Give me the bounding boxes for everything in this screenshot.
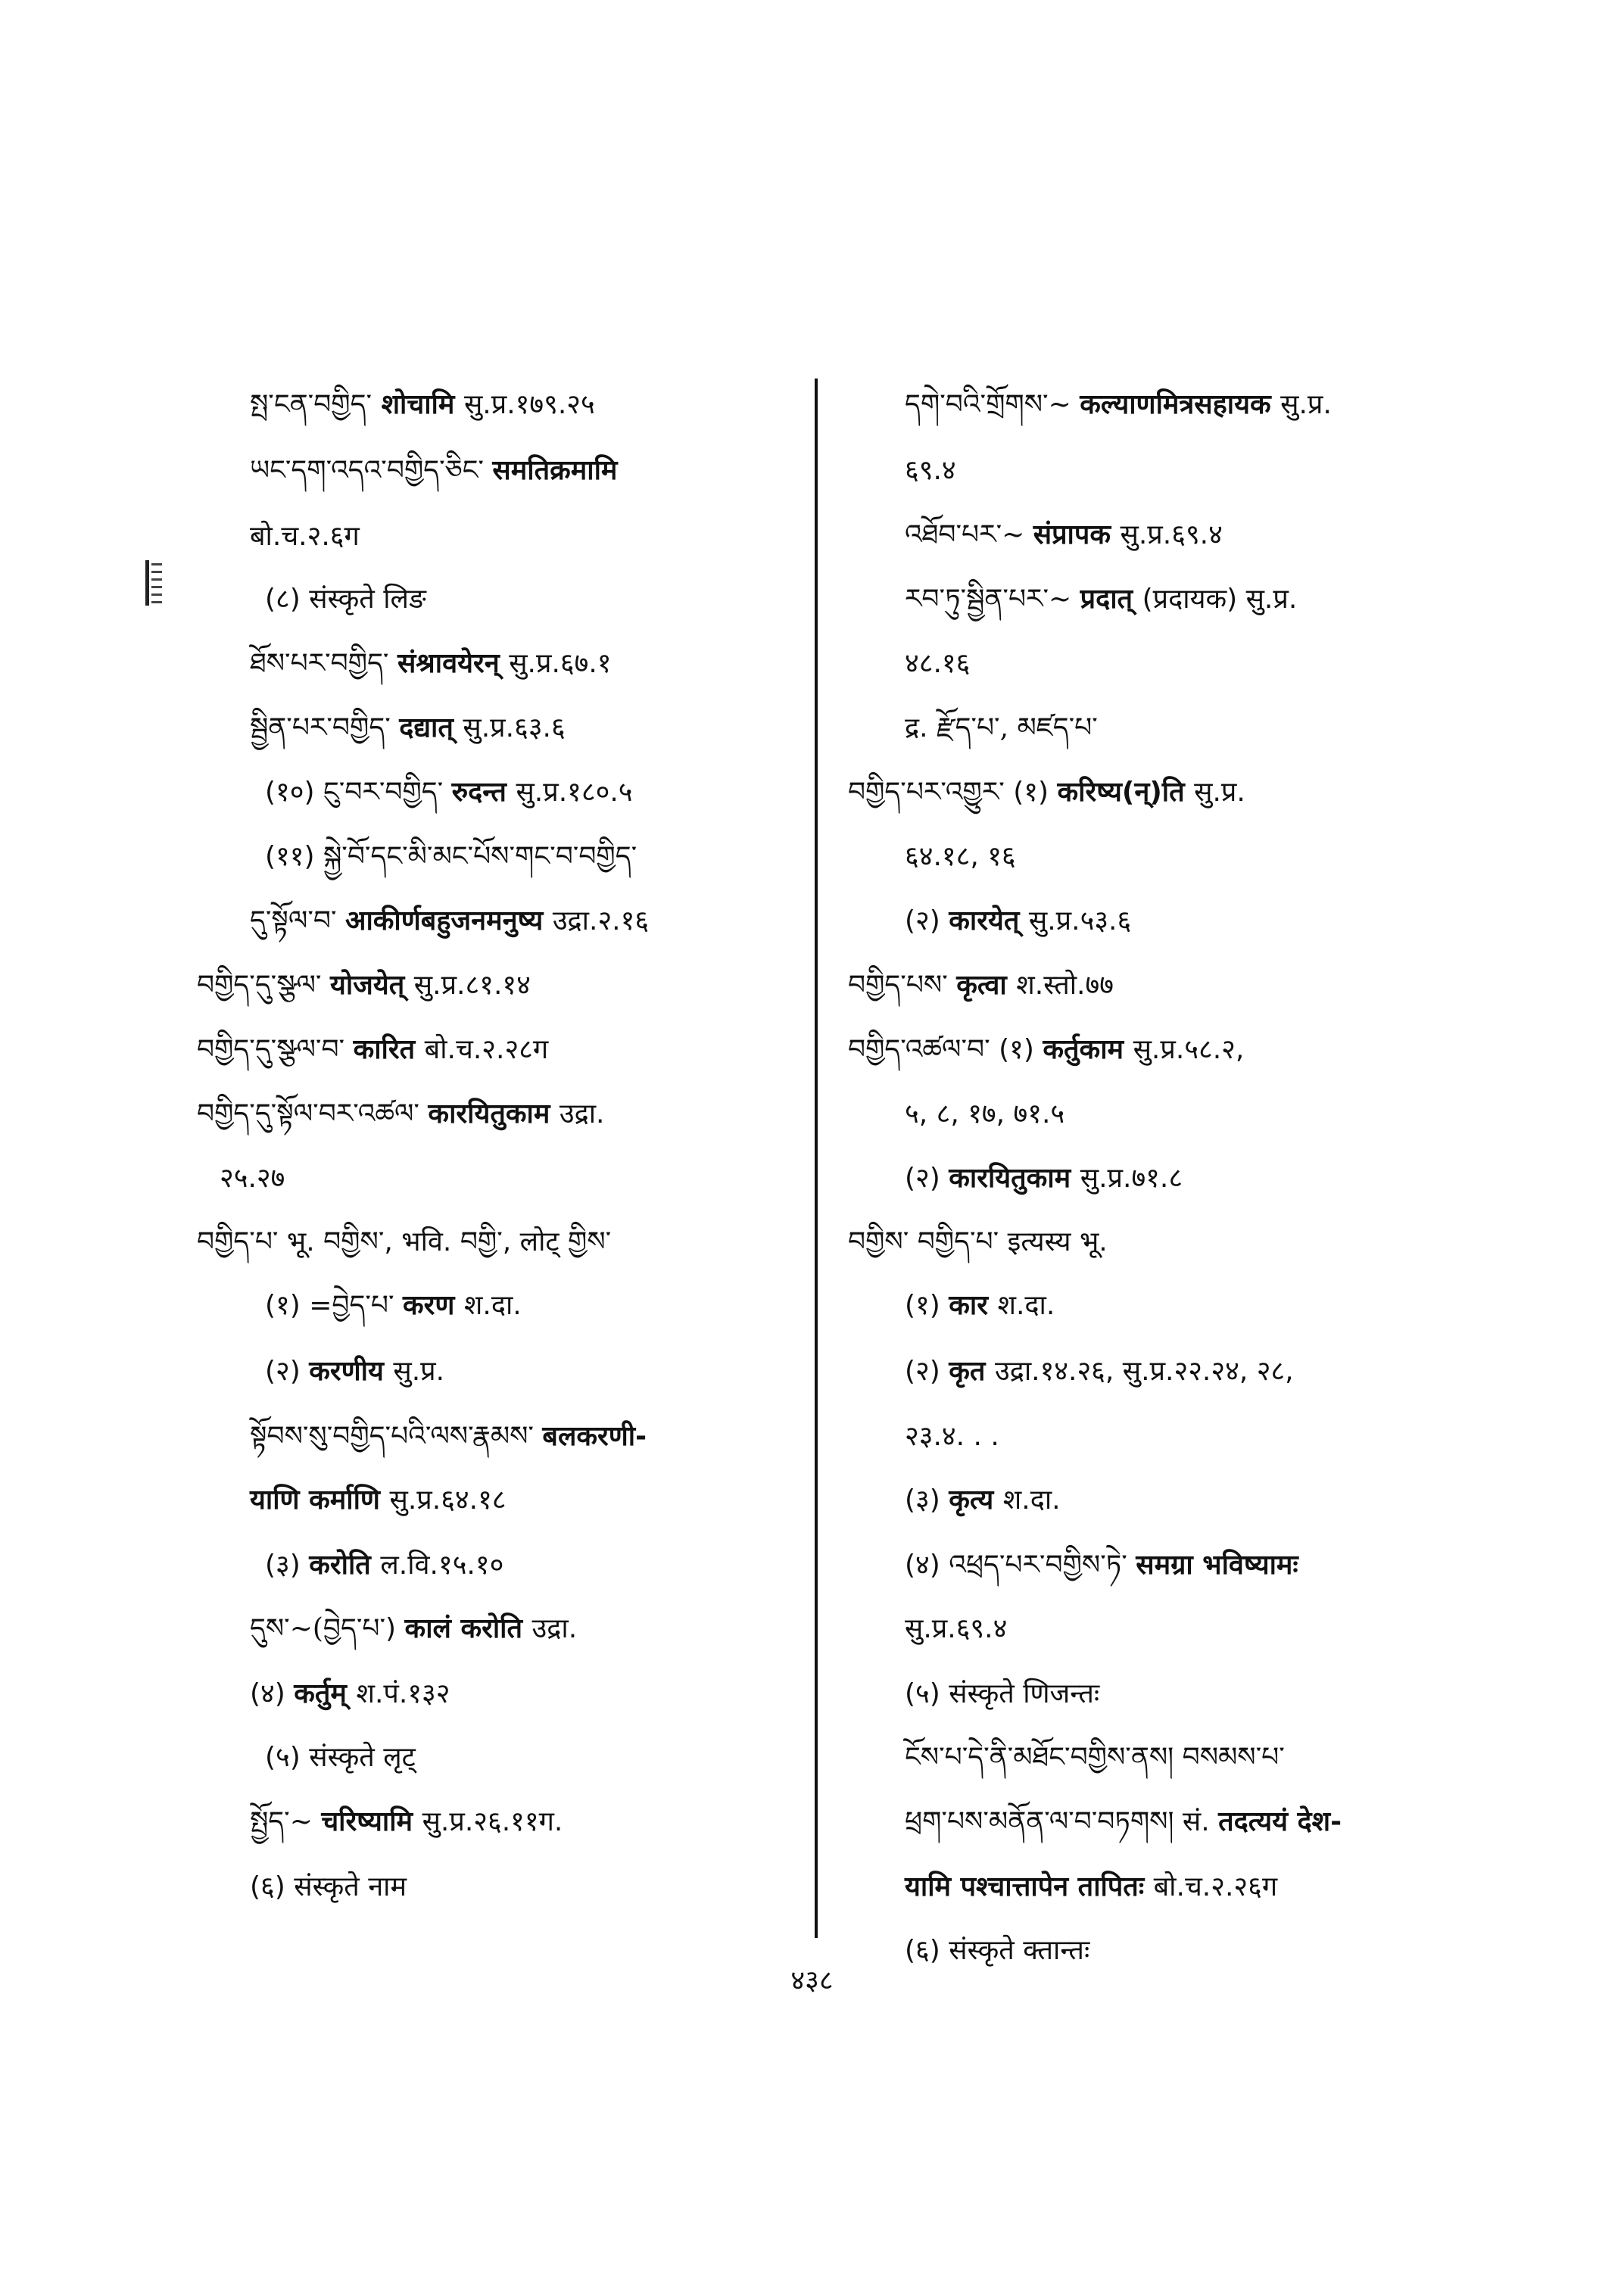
reference-text: (१) bbox=[1013, 777, 1058, 808]
sanskrit-headword: कृत्य bbox=[949, 1485, 1003, 1516]
right-entry-line bbox=[905, 1353, 1294, 1391]
right-entry-line bbox=[905, 1481, 1061, 1519]
reference-text: (१) = bbox=[265, 1290, 332, 1321]
tibetan-text: བགྱིས་ bbox=[848, 1226, 918, 1257]
tibetan-text: དུ་སྟོལ་བ་ bbox=[250, 905, 345, 936]
sanskrit-headword: योजयेत् bbox=[329, 970, 414, 1001]
reference-text: , भवि. bbox=[384, 1226, 460, 1257]
tibetan-text: སྤྱོད་~ bbox=[250, 1806, 322, 1837]
reference-text: श.पं.१३२ bbox=[356, 1678, 450, 1709]
reference-text: सु.प्र.५८.२, bbox=[1133, 1034, 1245, 1065]
right-entry-line bbox=[905, 1287, 1055, 1325]
reference-text: (४) bbox=[905, 1550, 949, 1581]
left-entry-line bbox=[265, 774, 632, 812]
reference-text: सु.प्र.१८०.५ bbox=[516, 777, 633, 808]
reference-text: (१) bbox=[999, 1034, 1043, 1065]
left-entry-line bbox=[197, 1031, 548, 1069]
page-number: ४३८ bbox=[790, 1965, 834, 1996]
reference-text: २३.४. . . bbox=[905, 1421, 999, 1452]
sanskrit-headword: बलकरणी- bbox=[542, 1421, 647, 1452]
reference-text: (२) bbox=[905, 1356, 949, 1387]
reference-text: उद्रा. bbox=[559, 1098, 605, 1129]
left-entry-line bbox=[265, 1353, 444, 1391]
reference-text: (५) संस्कृते लृट् bbox=[265, 1742, 416, 1773]
tibetan-text: བགྱིས་ bbox=[323, 1226, 385, 1257]
right-entry-line bbox=[905, 581, 1297, 618]
left-entry-line bbox=[250, 1481, 507, 1519]
right-entry-line bbox=[905, 1547, 1298, 1584]
sanskrit-headword: करिष्य(न्)ति bbox=[1057, 777, 1195, 808]
reference-text: सु.प्र. bbox=[1194, 777, 1245, 808]
reference-text: श.दा. bbox=[1002, 1485, 1061, 1516]
sanskrit-headword: कर्तुकाम bbox=[1043, 1034, 1133, 1065]
reference-text: (६) संस्कृते नाम bbox=[250, 1871, 407, 1902]
sanskrit-headword: संश्रावयेरन् bbox=[397, 648, 510, 679]
sanskrit-headword: कालं करोति bbox=[404, 1613, 532, 1644]
left-entry-line bbox=[250, 518, 360, 556]
reference-text: (२) bbox=[905, 1163, 949, 1194]
reference-text: (१०) bbox=[265, 777, 323, 808]
left-entry-line bbox=[265, 838, 637, 876]
right-entry-line bbox=[905, 1160, 1183, 1198]
tibetan-text: བགྱིད་དུ་སྟོལ་བར་འཚལ་ bbox=[197, 1098, 429, 1129]
reference-text: , लोट् bbox=[502, 1226, 569, 1257]
sanskrit-headword: करण bbox=[402, 1290, 464, 1321]
left-entry-line bbox=[250, 709, 566, 747]
sanskrit-headword: करोति bbox=[309, 1550, 381, 1581]
sanskrit-headword: समतिक्रमामि bbox=[492, 455, 618, 486]
left-entry-line bbox=[197, 967, 531, 1005]
tibetan-text: བགྱིད་འཚལ་བ་ bbox=[848, 1034, 999, 1065]
reference-text: (३) bbox=[265, 1550, 310, 1581]
reference-text: इत्यस्य भू. bbox=[1007, 1226, 1108, 1257]
left-entry-line bbox=[250, 1675, 450, 1713]
right-entry-line bbox=[905, 1675, 1099, 1713]
sanskrit-headword: कर्तुम् bbox=[294, 1678, 357, 1709]
tibetan-text: བྱེད་པ་ bbox=[332, 1290, 403, 1321]
column-divider bbox=[815, 379, 818, 1938]
sanskrit-headword: यामि पश्चात्तापेन तापितः bbox=[905, 1871, 1154, 1902]
reference-text: सु.प्र.७१.८ bbox=[1080, 1163, 1183, 1194]
margin-mark bbox=[144, 560, 167, 606]
tibetan-text: འཕྲད་པར་བགྱིས་ཏེ་ bbox=[949, 1550, 1136, 1581]
tibetan-text: སྟོབས་སུ་བགྱིད་པའི་ལས་རྣམས་ bbox=[250, 1421, 543, 1452]
sanskrit-headword: कार bbox=[949, 1290, 998, 1321]
reference-text: श.स्तो.७७ bbox=[1016, 970, 1114, 1001]
reference-text: सु.प्र.५३.६ bbox=[1028, 905, 1132, 936]
left-entry-line bbox=[250, 1610, 577, 1648]
tibetan-text: སྦྱིན་པར་བགྱིད་ bbox=[250, 712, 400, 743]
tibetan-text: འཐོབ་པར་~ bbox=[905, 519, 1033, 550]
left-entry-line bbox=[197, 1223, 611, 1261]
left-entry-line bbox=[250, 902, 649, 940]
right-entry-line bbox=[905, 645, 970, 683]
tibetan-text: ངུ་བར་བགྱིད་ bbox=[323, 777, 452, 808]
tibetan-text: བགྱིད་པར་འགྱུར་ bbox=[848, 777, 1014, 808]
right-entry-line bbox=[905, 516, 1223, 554]
right-entry-line bbox=[905, 1418, 999, 1456]
reference-text: (४) bbox=[250, 1678, 295, 1709]
reference-text: ल.वि.१५.१० bbox=[380, 1550, 504, 1581]
tibetan-text: གྱིས་ bbox=[568, 1226, 612, 1257]
reference-text: ४८.१६ bbox=[905, 648, 971, 679]
sanskrit-headword: कारयितुकाम bbox=[949, 1163, 1080, 1194]
reference-text: सु.प्र. bbox=[393, 1356, 445, 1387]
left-entry-line bbox=[265, 1547, 503, 1584]
right-entry-line bbox=[848, 1031, 1244, 1069]
left-entry-line bbox=[265, 581, 426, 618]
tibetan-text: ཐོས་པར་བགྱིད་ bbox=[250, 648, 397, 679]
reference-text: बो.च.२.६ग bbox=[250, 521, 360, 552]
right-entry-line bbox=[905, 838, 1016, 876]
left-entry-line bbox=[197, 1095, 605, 1133]
reference-text: सु.प्र.१७९.२५ bbox=[463, 389, 595, 420]
left-entry-line bbox=[250, 1868, 407, 1906]
tibetan-text: བགྱིད་པས་ bbox=[848, 970, 957, 1001]
reference-text: (२) bbox=[265, 1356, 310, 1387]
reference-text: बो.च.२.२६ग bbox=[1153, 1871, 1278, 1902]
left-entry-line bbox=[250, 386, 595, 424]
reference-text: (३) bbox=[905, 1485, 949, 1516]
sanskrit-headword: चरिष्यामि bbox=[321, 1806, 422, 1837]
left-entry-line bbox=[250, 1803, 563, 1841]
tibetan-text: རྫོད་པ་, མཛད་པ་ bbox=[937, 712, 1098, 743]
right-entry-line bbox=[905, 902, 1131, 940]
tibetan-text: རབ་ཏུ་སྦྱིན་པར་~ bbox=[905, 584, 1080, 615]
reference-text: (५) संस्कृते णिजन्तः bbox=[905, 1678, 1100, 1709]
right-entry-line bbox=[905, 709, 1098, 747]
reference-text: सु.प्र.२६.११ग. bbox=[422, 1806, 563, 1837]
reference-text: सं. bbox=[1182, 1806, 1219, 1837]
right-entry-line bbox=[905, 1095, 1064, 1133]
reference-text: २५.२७ bbox=[220, 1163, 285, 1194]
reference-text: (११) bbox=[265, 841, 323, 872]
reference-text: उद्रा. bbox=[531, 1613, 578, 1644]
sanskrit-headword: दद्यात् bbox=[399, 712, 463, 743]
sanskrit-headword: संप्रापक bbox=[1033, 519, 1121, 550]
reference-text: सु.प्र.६७.१ bbox=[509, 648, 612, 679]
tibetan-text: ཕྲག་པས་མནོན་ལ་བ་བཏགས། bbox=[905, 1806, 1183, 1837]
tibetan-text: བགྱིད་དུ་སྩལ་བ་ bbox=[197, 1034, 354, 1065]
reference-text: (१) bbox=[905, 1290, 949, 1321]
right-entry-line bbox=[848, 967, 1114, 1005]
reference-text: उद्रा.२.१६ bbox=[552, 905, 650, 936]
sanskrit-headword: आकीर्णबहुजनमनुष्य bbox=[344, 905, 553, 936]
sanskrit-headword: शोचामि bbox=[372, 389, 464, 420]
reference-text: श.दा. bbox=[463, 1290, 522, 1321]
reference-text: (प्रदायक) सु.प्र. bbox=[1142, 584, 1298, 615]
reference-text: ६९.४ bbox=[905, 455, 956, 486]
reference-text: सु.प्र.६४.१८ bbox=[389, 1485, 507, 1516]
reference-text: (६) संस्कृते क्तान्तः bbox=[905, 1935, 1090, 1966]
right-entry-line bbox=[848, 774, 1245, 812]
reference-text: ५, ८, १७, ७१.५ bbox=[905, 1098, 1065, 1129]
sanskrit-headword: कारयेत् bbox=[949, 905, 1029, 936]
reference-text: भू. bbox=[286, 1226, 324, 1257]
tibetan-text: སྐྱེ་བོ་དང་མི་མང་པོས་གང་བ་བགྱིད་ bbox=[323, 841, 637, 872]
right-entry-line bbox=[905, 1610, 1007, 1648]
right-entry-line bbox=[905, 452, 956, 490]
sanskrit-headword: समग्रा भविष्यामः bbox=[1136, 1550, 1298, 1581]
reference-text: सु.प्र.८१.१४ bbox=[413, 970, 531, 1001]
tibetan-text: ཡང་དག་འདའ་བགྱིད་ཅིང་ bbox=[250, 455, 493, 486]
reference-text: सु.प्र.६३.६ bbox=[463, 712, 566, 743]
reference-text: सु.प्र.६९.४ bbox=[1120, 519, 1223, 550]
sanskrit-headword: तदत्ययं देश- bbox=[1218, 1806, 1342, 1837]
reference-text: श.दा. bbox=[997, 1290, 1055, 1321]
reference-text: सु.प्र. bbox=[1280, 389, 1332, 420]
tibetan-text: དགེ་བའི་གྲོགས་~ bbox=[905, 389, 1080, 420]
reference-text: बो.च.२.२८ग bbox=[424, 1034, 549, 1065]
sanskrit-headword: कारयितुकाम bbox=[428, 1098, 560, 1129]
tibetan-text: དུས་~( bbox=[250, 1613, 323, 1644]
tibetan-text: བགྱིད་དུ་སྩལ་ bbox=[197, 970, 330, 1001]
sanskrit-headword: कारित bbox=[353, 1034, 425, 1065]
reference-text: उद्रा.१४.२६, सु.प्र.२२.२४, २८, bbox=[994, 1356, 1294, 1387]
reference-text: द्र. bbox=[905, 712, 937, 743]
sanskrit-headword: प्रदात् bbox=[1080, 584, 1142, 615]
reference-text: ६४.१८, १६ bbox=[905, 841, 1016, 872]
left-entry-line bbox=[220, 1160, 285, 1198]
sanskrit-headword: याणि कर्माणि bbox=[250, 1485, 390, 1516]
tibetan-text: བགྱིད་པ་ bbox=[197, 1226, 287, 1257]
left-entry-line bbox=[265, 1739, 416, 1777]
left-entry-line bbox=[250, 452, 617, 490]
right-entry-line bbox=[848, 1223, 1108, 1261]
left-entry-line bbox=[250, 645, 612, 683]
left-entry-line bbox=[250, 1418, 647, 1456]
right-entry-line bbox=[905, 1739, 1285, 1777]
sanskrit-headword: कृत्वा bbox=[956, 970, 1017, 1001]
sanskrit-headword: कृत bbox=[949, 1356, 995, 1387]
sanskrit-headword: कल्याणमित्रसहायक bbox=[1080, 389, 1281, 420]
reference-text: सु.प्र.६९.४ bbox=[905, 1613, 1008, 1644]
right-entry-line bbox=[905, 1803, 1342, 1841]
tibetan-text: ངོས་པ་དེ་ནི་མཐོང་བགྱིས་ནས། བསམས་པ་ bbox=[905, 1742, 1285, 1773]
sanskrit-headword: रुदन्त bbox=[451, 777, 516, 808]
left-entry-line bbox=[265, 1287, 522, 1325]
reference-text: (२) bbox=[905, 905, 949, 936]
sanskrit-headword: करणीय bbox=[309, 1356, 394, 1387]
reference-text: ) bbox=[385, 1613, 405, 1644]
tibetan-text: སྤ་ངན་བགྱིད་ bbox=[250, 389, 372, 420]
tibetan-text: བགྱིད་པ་ bbox=[917, 1226, 1008, 1257]
right-entry-line bbox=[905, 1868, 1277, 1906]
tibetan-text: བགྱི་ bbox=[460, 1226, 503, 1257]
right-entry-line bbox=[905, 386, 1332, 424]
tibetan-text: བྱེད་པ་ bbox=[323, 1613, 386, 1644]
reference-text: (८) संस्कृते लिङ bbox=[265, 584, 426, 615]
